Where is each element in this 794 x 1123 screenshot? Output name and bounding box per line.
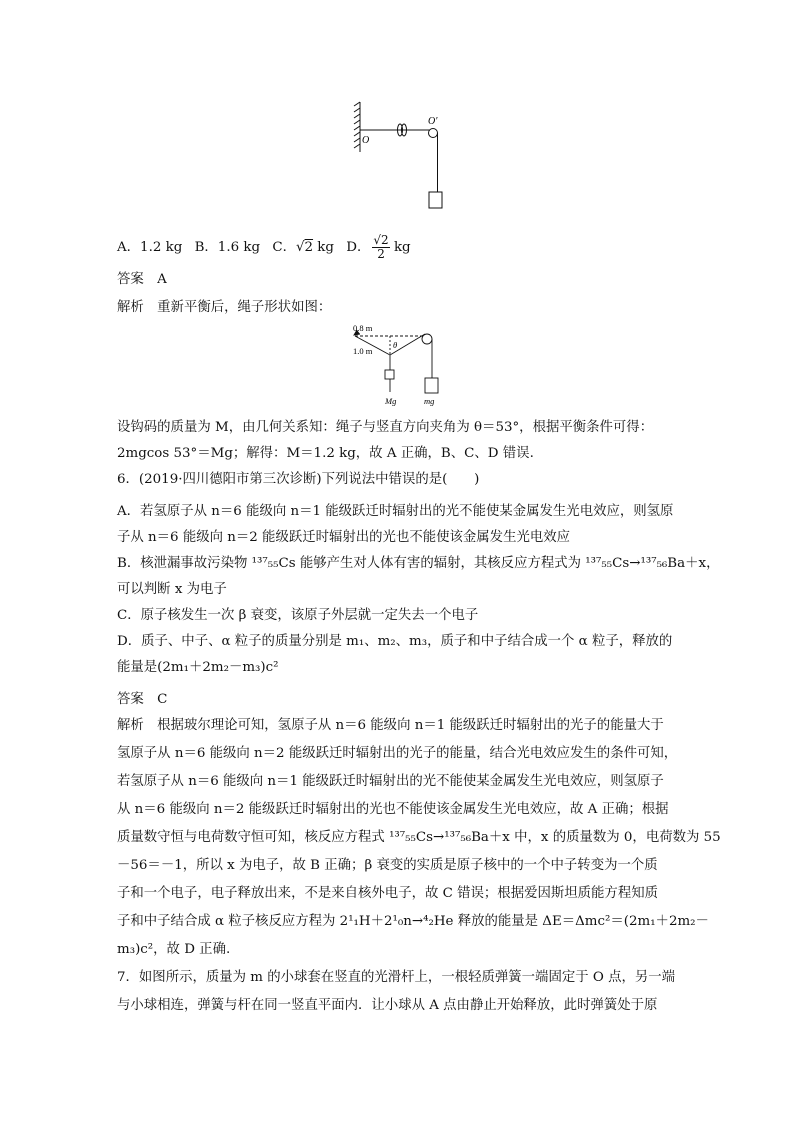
label-o: O [362, 135, 370, 146]
figure-rope-shape [345, 318, 465, 410]
question-6-option-c: C．原子核发生一次 β 衰变，该原子外层就一定失去一个电子 [117, 608, 479, 623]
label-Mg: Mg [385, 396, 397, 406]
answer-6: 答案 C [117, 692, 168, 707]
figure-pulley-setup [340, 96, 460, 216]
analysis-5-intro: 解析 重新平衡后，绳子形状如图： [117, 300, 332, 315]
option-d: D． $\frac{√2}{2}$ kg [346, 233, 411, 261]
label-theta: θ [393, 340, 398, 350]
question-7-stem: 7．如图所示，质量为 m 的小球套在竖直的光滑杆上，一根轻质弹簧一端固定于 O 点，另一端 [117, 970, 676, 985]
analysis-6-line: 子和中子结合成 α 粒子核反应方程为 2¹₁H＋2¹₀n→⁴₂He 释放的能量是 ΔE＝Δmc²＝(2m₁＋2m₂－ [117, 914, 709, 929]
analysis-6-line: 子和一个电子，电子释放出来，不是来自核外电子，故 C 错误；根据爱因斯坦质能方程知质 [117, 886, 658, 901]
question-6-option-a: A．若氢原子从 n＝6 能级向 n＝1 能级跃迁时辐射出的光不能使某金属发生光电效应，则氢原 [117, 504, 674, 519]
analysis-6-line: 解析 根据玻尔理论可知，氢原子从 n＝6 能级向 n＝1 能级跃迁时辐射出的光子的能量大于 [117, 718, 664, 733]
option-b: B．1.6 kg [194, 240, 261, 255]
question-6-option-b: B．核泄漏事故污染物 ¹³⁷₅₅Cs 能够产生对人体有害的辐射，其核反应方程式为 ¹³⁷₅₅Cs→¹³⁷₅₆Ba＋x， [117, 556, 720, 571]
analysis-6-line: 若氢原子从 n＝6 能级向 n＝1 能级跃迁时辐射出的光不能使某金属发生光电效应，则氢原子 [117, 774, 664, 789]
analysis-6-line: 氢原子从 n＝6 能级向 n＝2 能级跃迁时辐射出的光子的能量，结合光电效应发生的条件可知， [117, 746, 678, 761]
option-c: C．√2 kg [272, 240, 334, 255]
question-7-stem: 与小球相连，弹簧与杆在同一竖直平面内．让小球从 A 点由静止开始释放，此时弹簧处于原 [117, 998, 658, 1013]
answer-5: 答案 A [117, 272, 167, 287]
analysis-6-line: 质量数守恒与电荷数守恒可知，核反应方程式 ¹³⁷₅₅Cs→¹³⁷₅₆Ba＋x 中，x 的质量数为 0，电荷数为 55 [117, 830, 721, 845]
analysis-5-line: 2mgcos 53°＝Mg；解得：M＝1.2 kg，故 A 正确，B、C、D 错误. [117, 446, 534, 461]
options-line [117, 234, 419, 261]
analysis-6-line: 从 n＝6 能级向 n＝2 能级跃迁时辐射出的光也不能使该金属发生光电效应，故 A 正确；根据 [117, 802, 669, 817]
label-o-prime: O′ [428, 116, 438, 127]
analysis-6-line: m₃)c²，故 D 正确. [117, 942, 231, 957]
question-6-option-d: 能量是(2m₁＋2m₂－m₃)c² [117, 660, 279, 675]
question-6-option-a: 子从 n＝6 能级向 n＝2 能级跃迁时辐射出的光也不能使该金属发生光电效应 [117, 530, 571, 545]
option-a: A．1.2 kg [117, 240, 183, 255]
question-6-option-b: 可以判断 x 为电子 [117, 582, 227, 597]
label-1-0m: 1.0 m [353, 346, 373, 356]
label-0-8m: 0.8 m [353, 323, 373, 333]
question-6-stem: 6．(2019·四川德阳市第三次诊断)下列说法中错误的是( ) [117, 472, 480, 487]
question-6-option-d: D．质子、中子、α 粒子的质量分别是 m₁、m₂、m₃，质子和中子结合成一个 α 粒子，释放的 [117, 634, 673, 649]
analysis-6-line: －56＝－1，所以 x 为电子，故 B 正确；β 衰变的实质是原子核中的一个中子转变为一个质 [117, 858, 658, 873]
label-mg: mg [424, 396, 435, 406]
analysis-5-line: 设钩码的质量为 M，由几何关系知：绳子与竖直方向夹角为 θ＝53°，根据平衡条件可得： [117, 420, 654, 435]
